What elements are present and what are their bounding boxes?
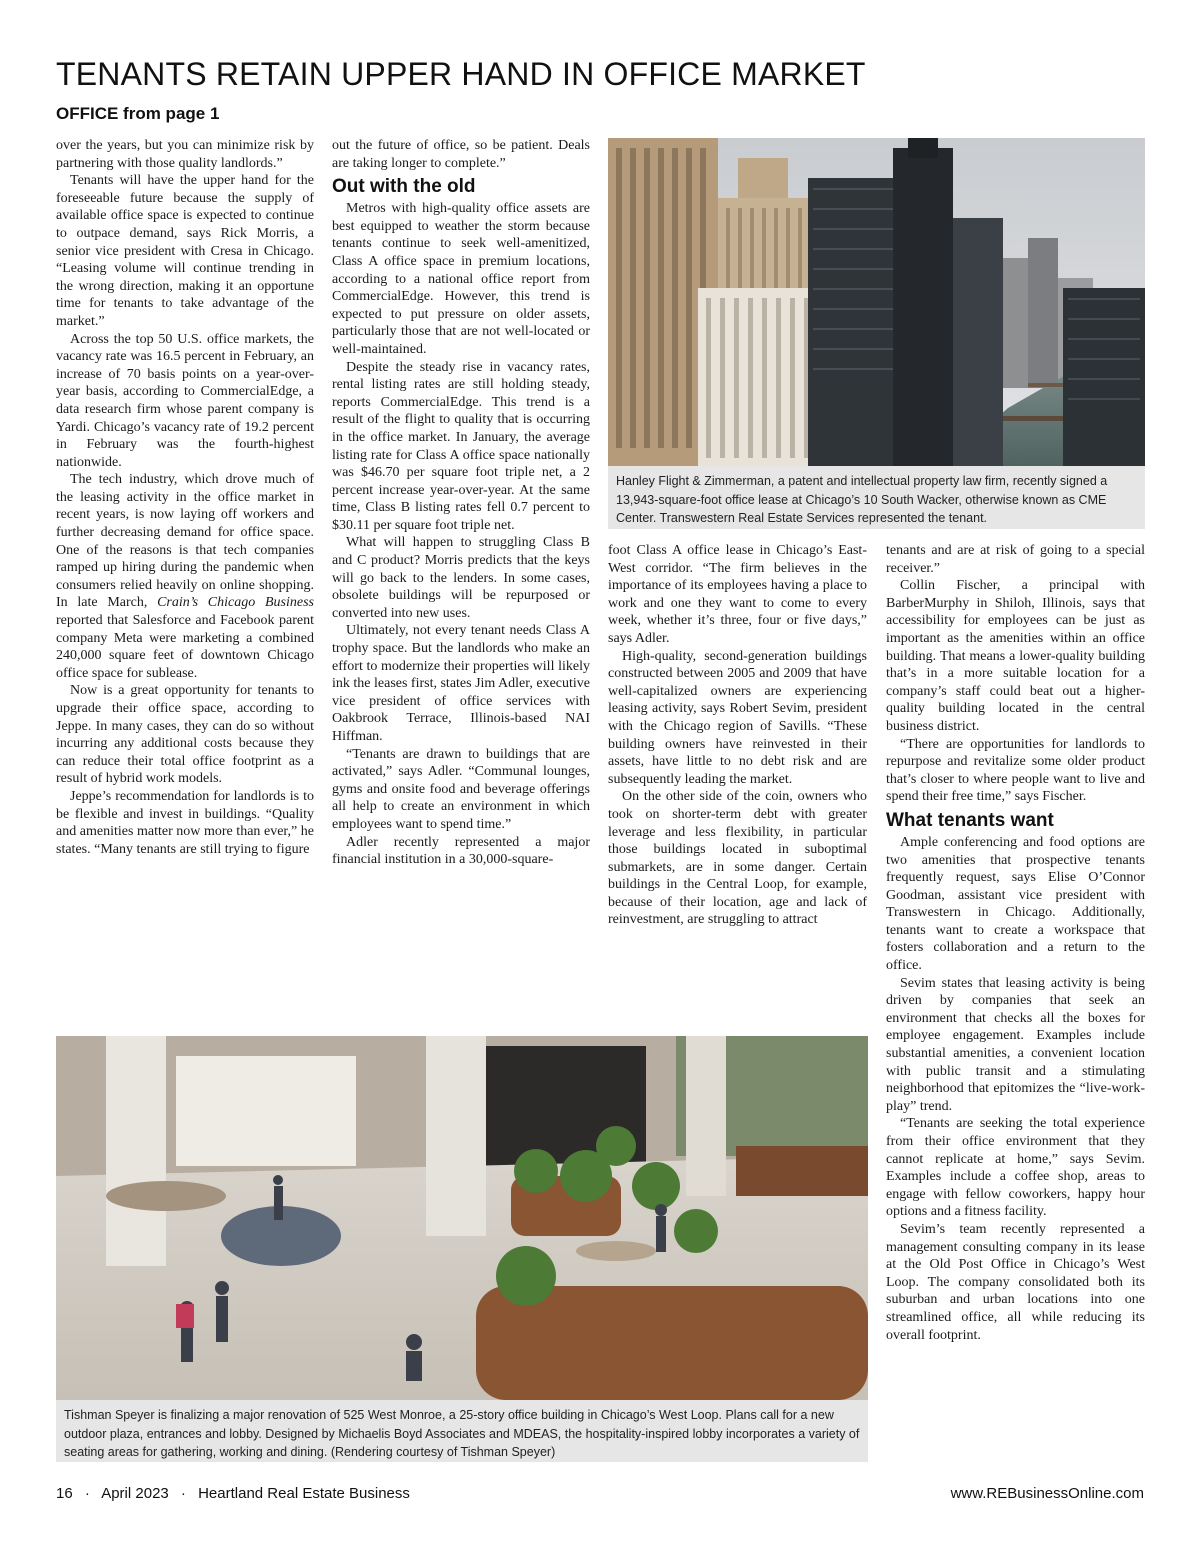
lobby-rendering-photo	[56, 1036, 868, 1400]
paragraph: Ample conferencing and food options are two amenities that prospective tenants frequently request, says Elise O’Connor Goodman, assistant vice president with Transwestern in Chicago. Additionally, tenants want to create a workspace that fosters collaboration and a return to the office.	[886, 834, 1145, 974]
paragraph: Now is a great opportunity for tenants to upgrade their office space, according to Jeppe. In many cases, they can do so without incurring any additional costs because they can reduce their total office footprint as a result of hybrid work models.	[56, 683, 314, 787]
paragraph: “Tenants are seeking the total experience from their office environment that they cannot replicate at home,” says Sevim. Examples include a coffee shop, areas to engage with fellow coworkers, happy hour options and a fitness facility.	[886, 1116, 1145, 1220]
paragraph: Adler recently represented a major financial institution in a 30,000-square-	[332, 834, 590, 868]
section-heading: Out with the old	[332, 176, 476, 198]
chicago-skyline-photo	[608, 138, 1145, 466]
issue-date: April 2023	[101, 1485, 169, 1502]
footer-separator: ·	[180, 1485, 186, 1502]
lobby-photo-caption: Tishman Speyer is finalizing a major renovation of 525 West Monroe, a 25-story office building in Chicago’s West Loop. Plans call for a new outdoor plaza, entrances and lobby. Designed by Michaelis Boyd Associates and MDEAS, the hospitality-inspired lobby incorporates a variety of seating areas for gathering, working and dining. (Rendering courtesy of Tishman Speyer)	[56, 1400, 868, 1462]
paragraph-text: reported that Salesforce and Facebook parent company Meta were marketing a combined 240,000 square feet of downtown Chicago office space for sublease.	[56, 613, 314, 681]
paragraph: out the future of office, so be patient. Deals are taking longer to complete.”	[332, 138, 590, 171]
paragraph: Jeppe’s recommendation for landlords is to be flexible and invest in buildings. “Quality and amenities matter now more than ever,” he states. “Many tenants are still trying to figure	[56, 788, 314, 857]
paragraph: over the years, but you can minimize risk by partnering with those quality landlords.”	[56, 138, 314, 171]
page-headline: TENANTS RETAIN UPPER HAND IN OFFICE MARKET	[56, 56, 866, 92]
skyline-photo-caption: Hanley Flight & Zimmerman, a patent and intellectual property law firm, recently signed a 13,943-square-foot office lease at Chicago’s 10 South Wacker, otherwise known as CME Center. Transwestern Real Estate Services represented the tenant.	[608, 466, 1145, 529]
paragraph: Ultimately, not every tenant needs Class A trophy space. But the landlords who make an effort to modernize their properties will likely ink the leases first, states Jim Adler, executive vice president of office services with Oakbrook Terrace, Illinois-based NAI Hiffman.	[332, 623, 590, 744]
publication-title: Heartland Real Estate Business	[198, 1485, 410, 1502]
paragraph: What will happen to struggling Class B and C product? Morris predicts that the keys will go back to the lenders. In some cases, obsolete buildings will be repurposed or converted into new uses.	[332, 535, 590, 621]
article-column-2	[332, 137, 590, 869]
paragraph: Despite the steady rise in vacancy rates, rental listing rates are still holding steady, reports CommercialEdge. This trend is a result of the flight to quality that is occurring in the office market. In January, the average listing rate for Class A office space nationally was $46.70 per square foot triple net, a 2 percent increase year-over-year. At the same time, Class B listing rates fell 0.7 percent to $30.11 per square foot triple net.	[332, 359, 590, 533]
continuation-label: OFFICE from page 1	[56, 104, 220, 123]
publication-name: Crain’s Chicago Business	[157, 595, 314, 611]
paragraph: Collin Fischer, a principal with BarberMurphy in Shiloh, Illinois, says that accessibility for employees can be just as important as the amenities within an office building. That means a lower-quality building that’s in a more suitable location for a company’s staff could beat out a higher-quality building located in the central business district.	[886, 578, 1145, 734]
paragraph: On the other side of the coin, owners who took on shorter-term debt with greater leverage and less flexibility, in particular those buildings located in suboptimal submarkets, are in some danger. Certain buildings in the Central Loop, for example, because of their location, age and lack of reinvestment, are struggling to attract	[608, 789, 867, 928]
paragraph: Metros with high-quality office assets are best equipped to weather the storm because tenants continue to seek well-amenitized, Class A office space in premium locations, according to a national office report from CommercialEdge. However, this trend is expected to put pressure on older assets, particularly those that are not well-located or well-maintained.	[332, 201, 590, 357]
paragraph: “Tenants are drawn to buildings that are activated,” says Adler. “Communal lounges, gyms and onsite food and beverage offerings all help to create an environment in which employees want to spend time.”	[332, 746, 590, 832]
section-heading: What tenants want	[886, 809, 1054, 831]
paragraph: Sevim states that leasing activity is being driven by companies that seek an environment that checks all the boxes for employee engagement. Examples include substantial amenities, a convenient location with public transit and a stimulating neighborhood that epitomizes the “live-work-play” trend.	[886, 975, 1145, 1114]
skyline-illustration	[608, 138, 1145, 466]
paragraph: High-quality, second-generation buildings constructed between 2005 and 2009 that have well-capitalized owners are experiencing leasing activity, says Robert Sevim, president with the Chicago region of Savills. “These building owners have reinvested in their assets, have little to no debt risk and are subsequently leading the market.	[608, 648, 867, 787]
article-column-1	[56, 137, 314, 858]
paragraph: Sevim’s team recently represented a management consulting company in its lease at the Old Post Office in Chicago’s West Loop. The company consolidated both its suburban and urban locations into one streamlined office, all while reducing its overall footprint.	[886, 1221, 1145, 1343]
paragraph-text: The tech industry, which drove much of the leasing activity in the office market in recent years, is now laying off workers and further decreasing demand for office space. One of the reasons is that tech companies ramped up hiring during the pandemic when consumers relied heavily on online shopping. In late March,	[56, 472, 314, 611]
website-link[interactable]: www.REBusinessOnline.com	[950, 1485, 1144, 1502]
paragraph	[56, 471, 314, 682]
page-number: 16	[56, 1485, 73, 1502]
footer-separator: ·	[84, 1485, 90, 1502]
paragraph: tenants and are at risk of going to a special receiver.”	[886, 543, 1145, 576]
paragraph: Across the top 50 U.S. office markets, the vacancy rate was 16.5 percent in February, an increase of 70 basis points on a year-over-year basis, according to CommercialEdge, a data research firm whose parent company is Yardi. Chicago’s vacancy rate of 19.2 percent in February was the fourth-highest nationwide.	[56, 331, 314, 470]
paragraph: foot Class A office lease in Chicago’s East-West corridor. “The firm believes in the importance of its employees having a place to work and one they want to come to every week, whether it’s three, four or five days,” says Adler.	[608, 543, 867, 646]
page-footer-left	[56, 1485, 410, 1502]
paragraph: Tenants will have the upper hand for the foreseeable future because the supply of available office space is expected to continue to outpace demand, says Rick Morris, a senior vice president with Cresa in Chicago. “Leasing volume will continue trending in the wrong direction, making it an opportune time for tenants to take advantage of the market.”	[56, 173, 314, 329]
article-column-3	[608, 542, 867, 929]
lobby-illustration	[56, 1036, 868, 1400]
paragraph: “There are opportunities for landlords to repurpose and revitalize some older product that’s closer to where people want to live and spend their free time,” says Fischer.	[886, 736, 1145, 805]
article-column-4	[886, 542, 1145, 1344]
